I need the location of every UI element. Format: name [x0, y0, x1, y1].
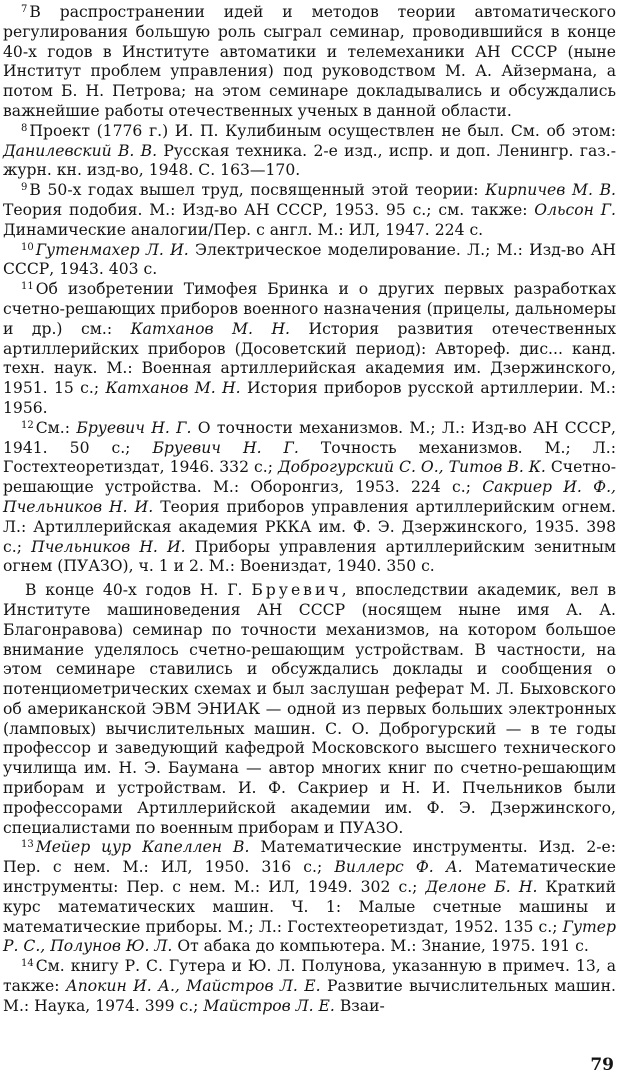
footnote-13: $^{13}$ Мейер цур Капеллен В. Математические инструменты. Изд. 2-е: Пер. с нем. М.: ИЛ, 1950. 316 с.; Виллерс Ф. А. Математические инструменты: Пер. с нем. М.: ИЛ, 1949. 302 с.; Делоне Б. Н. Краткий курс математических машин. Ч. 1: Малые счетные машины и математические приборы. М.; Л.: Гостехтеоретиздат, 1952. 135 с.; Гутер Р. С., Полунов Ю. Л. От абака до компьютера. М.: Знание, 1975. 191 с.: [3, 838, 617, 956]
footnote-9: $^9$ В 50-х годах вышел труд, посвященный этой теории: Кирпичев М. В. Теория подобия. М.: Изд-во АН СССР, 1953. 95 с.; см. также: Ольсон Г. Динамические аналогии/Пер. с англ. М.: ИЛ, 1947. 224 с.: [3, 181, 616, 239]
footnote-8: $^8$ Проект (1776 г.) И. П. Кулибиным осуществлен не был. См. об этом: Данилевский В. В. Русская техника. 2-е изд., испр. и доп. Ленингр. газ.-журн. кн. изд-во, 1948. С. 163—170.: [3, 121, 616, 180]
footnote-12-commentary: В конце 40-х годов Н. Г. Бруевич, впоследствии академик, вел в Институте машиноведения АН СССР (носящем ныне имя А. А. Благонравова) семинар по точности механизмов, на котором большое внимание уделялось счетно-решающим устройствам. В частности, на этом семинаре ставились и обсуждались доклады и сообщения о потенциометрических схемах и был заслушан реферат М. Л. Быховского об американской ЭВМ ЭНИАК — одной из первых больших электронных (ламповых) вычислительных машин. С. О. Доброгурский — в те годы профессор и заведующий кафедрой Московского высшего технического училища им. Н. Э. Баумана — автор многих книг по счетно-решающим приборам и устройствам. И. Ф. Сакриер и Н. И. Пчельников были профессорами Артиллерийской академии им. Ф. Э. Дзержинского, специалистами по военным приборам и ПУАЗО.: [3, 581, 616, 837]
author-name: Пчельников Н. И.: [31, 537, 186, 556]
footnote-marker: 9: [21, 182, 28, 194]
author-name: Сакриер И. Ф., Пчельников Н. И.: [3, 478, 617, 516]
spaced-name: Бруевич: [251, 581, 342, 600]
page-number: 79: [590, 1055, 614, 1076]
author-name: Апокин И. А., Майстров Л. Е.: [65, 977, 321, 996]
author-name: Данилевский В. В.: [3, 141, 158, 160]
author-name: Бруевич Н. Г.: [152, 438, 299, 457]
author-name: Делоне Б. Н.: [425, 878, 538, 897]
footnote-marker: 12: [21, 419, 34, 431]
footnote-marker: 11: [21, 281, 34, 293]
footnote-marker: 7: [21, 4, 28, 15]
author-name: Гутенмахер Л. И.: [35, 240, 189, 259]
footnote-10: $^{10}$ Гутенмахер Л. И. Электрическое моделирование. Л.; М.: Изд-во АН СССР, 1943. 403 с.: [3, 240, 616, 279]
footnote-7: $^7$ В распространении идей и методов теории автоматического регулирования большую роль сыграл семинар, проводившийся в конце 40-х годов в Институте автоматики и телемеханики АН СССР (ныне Институт проблем управления) под руководством М. А. Айзермана, а потом Б. Н. Петрова; на этом семинаре докладывались и обсуждались важнейшие работы отечественных ученых в данной области.: [3, 3, 616, 120]
footnote-marker: 14: [21, 958, 34, 970]
author-name: Катханов М. Н.: [105, 379, 241, 398]
footnote-14: $^{14}$ См. книгу Р. С. Гутера и Ю. Л. Полунова, указанную в примеч. 13, а также: Апокин И. А., Майстров Л. Е. Развитие вычислительных машин. М.: Наука, 1974. 399 с.; Майстров Л. Е. Взаи-: [3, 957, 616, 1015]
author-name: Бруевич Н. Г.: [76, 418, 192, 437]
footnote-marker: 10: [21, 241, 34, 253]
author-name: Майстров Л. Е.: [203, 996, 335, 1015]
author-name: Ольсон Г.: [534, 200, 616, 219]
author-name: Кирпичев М. В.: [485, 181, 616, 200]
author-name: Виллерс Ф. А.: [334, 858, 463, 877]
author-name: Катханов М. Н.: [130, 319, 291, 338]
author-name: Доброгурский С. О., Титов В. К.: [278, 458, 546, 477]
footnote-11: $^{11}$ Об изобретении Тимофея Бринка и о других первых разработках счетно-решающих приборов военного назначения (прицелы, дальномеры и др.) см.: Катханов М. Н. История развития отечественных артиллерийских приборов (Досоветский период): Автореф. дис... канд. техн. наук. М.: Военная артиллерийская академия им. Дзержинского, 1951. 15 с.; Катханов М. Н. История приборов русской артиллерии. М.: 1956.: [3, 280, 617, 417]
author-name: Мейер цур Капеллен В.: [35, 838, 250, 857]
footnote-marker: 13: [21, 839, 34, 851]
footnote-marker: 8: [21, 122, 28, 134]
author-name: Гутер Р. С., Полунов Ю. Л.: [3, 917, 616, 956]
footnote-12: $^{12}$ См.: Бруевич Н. Г. О точности механизмов. М.; Л.: Изд-во АН СССР, 1941. 50 с.; Бруевич Н. Г. Точность механизмов. М.; Л.: Гостехтеоретиздат, 1946. 332 с.; Доброгурский С. О., Титов В. К. Счетно-решающие устройства. М.: Оборонгиз, 1953. 224 с.; Сакриер И. Ф., Пчельников Н. И. Теория приборов управления артиллерийским огнем. Л.: Артиллерийская академия РККА им. Ф. Э. Дзержинского, 1935. 398 с.; Пчельников Н. И. Приборы управления артиллерийским зенитным огнем (ПУАЗО), ч. 1 и 2. М.: Воениздат, 1940. 350 с.: [3, 418, 617, 576]
